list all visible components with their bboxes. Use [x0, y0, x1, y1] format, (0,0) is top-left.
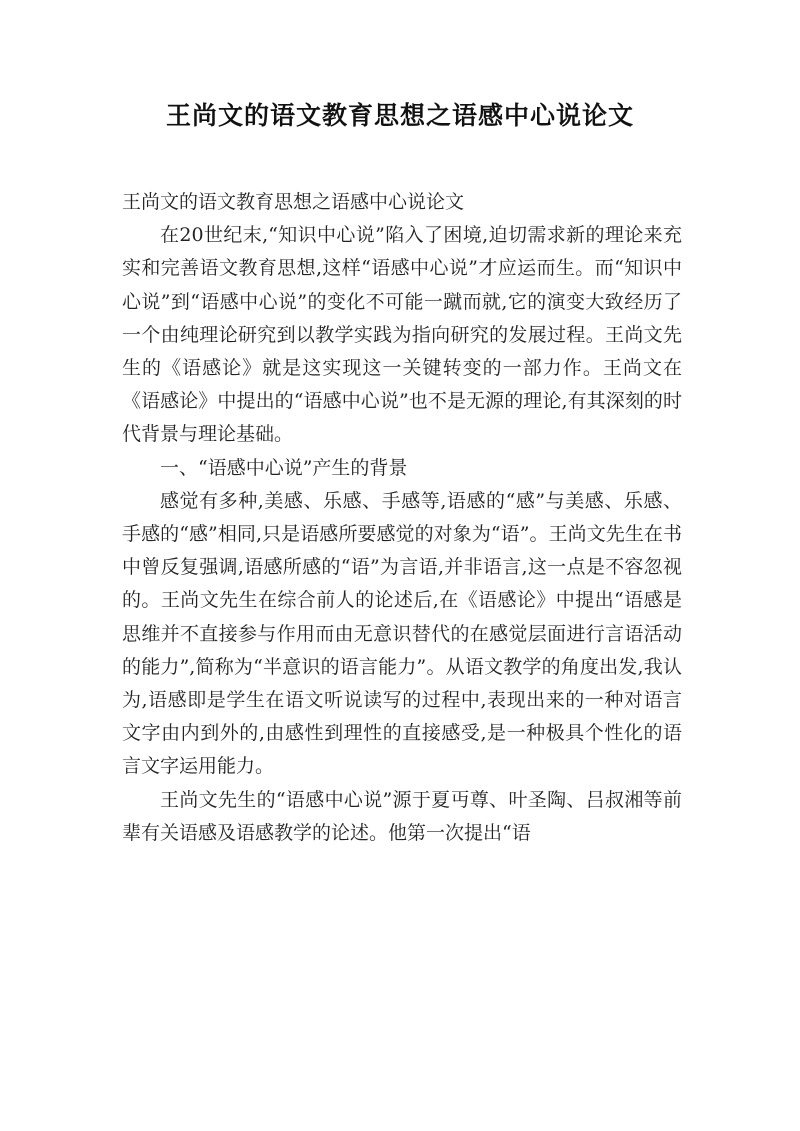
paragraph-intro: 在20世纪末,“知识中心说”陷入了困境,迫切需求新的理论来充实和完善语文教育思想,这样“语感中心说”才应运而生。而“知识中心说”到“语感中心说”的变化不可能一蹴而就,它的演变大致经历了一个由纯理论研究到以教学实践为指向研究的发展过程。王尚文先生的《语感论》就是这实现这一关键转变的一部力作。王尚文在《语感论》中提出的“语感中心说”也不是无源的理论,有其深刻的时代背景与理论基础。	[122, 224, 682, 446]
document-body	[122, 186, 682, 850]
paragraph-definition: 感觉有多种,美感、乐感、手感等,语感的“感”与美感、乐感、手感的“感”相同,只是语感所要感觉的对象为“语”。王尚文先生在书中曾反复强调,语感所感的“语”为言语,并非语言,这一点是不容忽视的。王尚文先生在综合前人的论述后,在《语感论》中提出“语感是思维并不直接参与作用而由无意识替代的在感觉层面进行言语活动的能力”,简称为“半意识的语言能力”。从语文教学的角度出发,我认为,语感即是学生在语文听说读写的过程中,表现出来的一种对语言文字由内到外的,由感性到理性的直接感受,是一种极具个性化的语言文字运用能力。	[122, 489, 682, 778]
paragraph-origins: 王尚文先生的“语感中心说”源于夏丏尊、叶圣陶、吕叔湘等前辈有关语感及语感教学的论述。他第一次提出“语	[122, 788, 682, 844]
document-title: 王尚文的语文教育思想之语感中心说论文	[165, 101, 634, 130]
document-subtitle: 王尚文的语文教育思想之语感中心说论文	[122, 191, 465, 213]
section-heading-background: 一、“语感中心说”产生的背景	[160, 456, 408, 479]
